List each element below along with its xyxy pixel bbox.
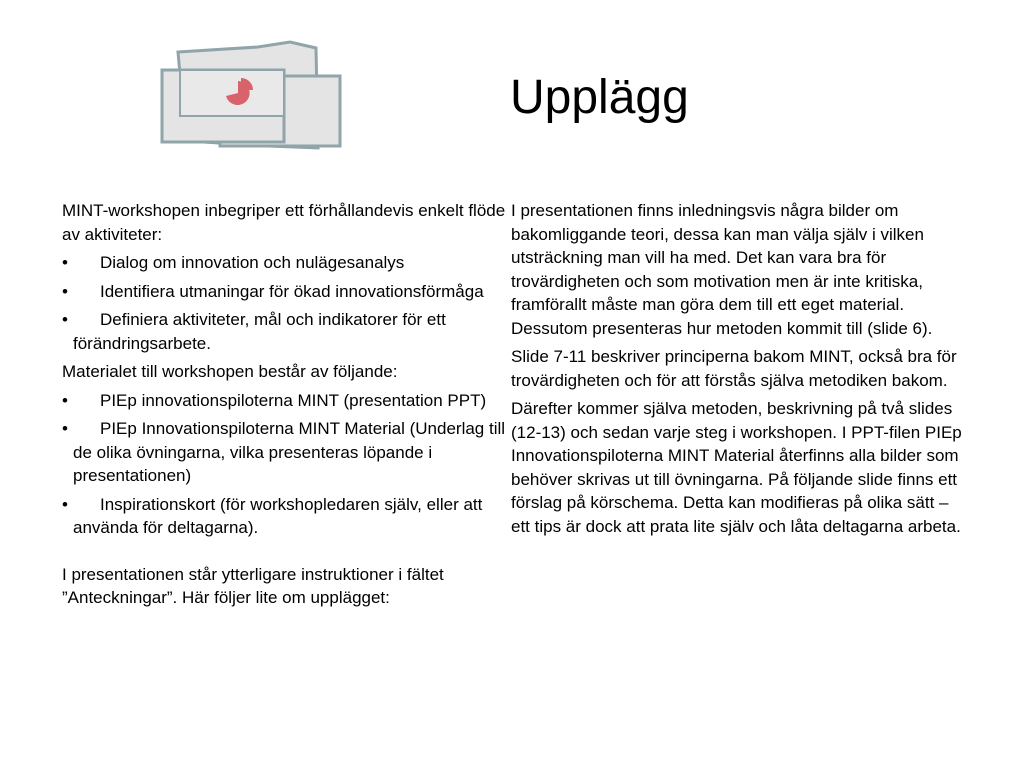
list-item [62,493,512,540]
slide-title: Upplägg [510,71,689,124]
list-item [62,389,512,413]
bullet-mark: • [62,310,68,329]
list-item [62,308,512,355]
intro-paragraph: MINT-workshopen inbegriper ett förhållandevis enkelt flöde av aktiviteter: [62,201,506,244]
spacer [62,545,512,563]
right-text-column [511,199,965,543]
list-item-text: PIEp innovationspiloterna MINT (presentation PPT) [100,390,487,410]
bullet-mark: • [62,253,68,272]
list-item-text: Inspirationskort (för workshopledaren själv, eller att använda för deltagarna). [73,494,483,537]
list-item-text: Dialog om innovation och nulägesanalys [100,253,405,272]
outro-paragraph: I presentationen står ytterligare instruktioner i fältet ”Anteckningar”. Här följer lite om upplägget: [62,564,444,607]
body-paragraph: I presentationen finns inledningsvis några bilder om bakomliggande teori, dessa kan man välja själv i vilken utsträckning man vill ha med. Det kan vara bra för trovärdigheten och som motivation men är inte kritiska, framförallt måste man göra dem till ett eget material. Dessutom presenteras hur metoden kommit till (slide 6). [511,201,933,338]
materials-intro: Materialet till workshopen består av följande: [62,362,398,381]
inner-slide-shape [180,70,284,116]
left-text-column [62,199,512,615]
bullet-mark: • [62,494,68,514]
list-item-text: Identifiera utmaningar för ökad innovationsförmåga [100,281,484,301]
overlapping-slides-pie-icon [158,40,344,152]
body-paragraph: Slide 7-11 beskriver principerna bakom MINT, också bra för trovärdigheten och för att förstås själva metodiken bakom. [511,347,957,390]
list-item [62,251,512,275]
bullet-mark: • [62,390,68,410]
body-paragraph: Därefter kommer själva metoden, beskrivning på två slides (12-13) och sedan varje steg i workshopen. I PPT-filen PIEp Innovationspiloterna MINT Material återfinns alla bilder som behöver skrivas ut till övningarna. På följande slide finns ett förslag på körschema. Detta kan modifieras på olika sätt – ett tips är dock att prata lite själv och låta deltagarna arbeta. [511,399,962,536]
list-item-text: PIEp Innovationspiloterna MINT Material (Underlag till de olika övningarna, vilka presenteras löpande i presentationen) [73,419,506,485]
list-item [62,417,512,488]
bullet-mark: • [62,419,68,438]
list-item-text: Definiera aktiviteter, mål och indikatorer för ett förändringsarbete. [73,310,446,353]
list-item [62,280,512,304]
bullet-mark: • [62,281,68,301]
